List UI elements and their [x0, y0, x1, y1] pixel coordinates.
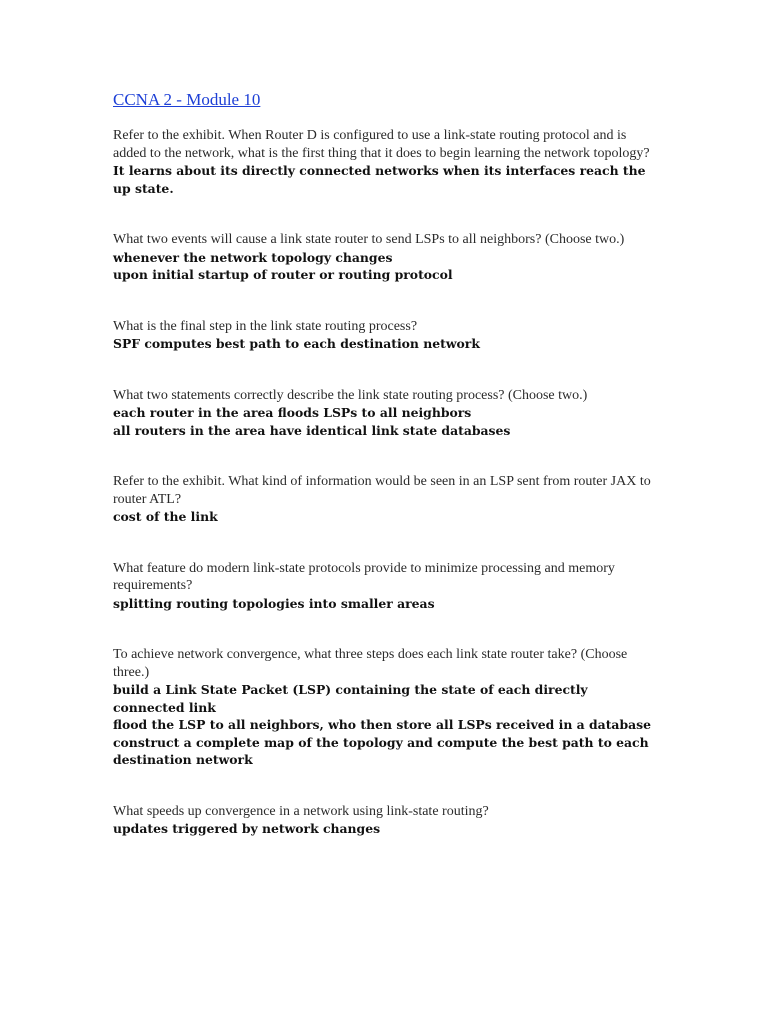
document-page — [113, 90, 653, 838]
spacer — [113, 284, 653, 318]
qa-item-4 — [113, 387, 653, 440]
qa-item-2 — [113, 231, 653, 284]
question-3: What is the final step in the link state routing process? — [113, 318, 418, 334]
answer-6-1: splitting routing topologies into smaller areas — [113, 595, 435, 611]
qa-item-6 — [113, 560, 653, 613]
document-title-link[interactable]: CCNA 2 - Module 10 — [113, 90, 261, 109]
spacer — [113, 612, 653, 646]
spacer — [113, 526, 653, 560]
question-5: Refer to the exhibit. What kind of information would be seen in an LSP sent from router JAX to router ATL? — [113, 474, 651, 507]
question-8: What speeds up convergence in a network using link-state routing? — [113, 803, 489, 819]
spacer — [113, 439, 653, 473]
answer-5-1: cost of the link — [113, 509, 218, 524]
qa-item-5 — [113, 473, 653, 526]
spacer — [113, 197, 653, 231]
answer-8-1: updates triggered by network changes — [113, 821, 381, 836]
question-1: Refer to the exhibit. When Router D is configured to use a link-state routing protocol and is added to the network, what is the first thing that it does to begin learning the network topology? — [113, 128, 650, 161]
answer-2-1: whenever the network topology changes — [113, 249, 393, 265]
question-4: What two statements correctly describe the link state routing process? (Choose two.) — [113, 387, 588, 403]
answer-1-1: It learns about its directly connected networks when its interfaces reach the up state. — [113, 163, 646, 196]
answer-7-2: flood the LSP to all neighbors, who then store all LSPs received in a database — [113, 717, 652, 732]
spacer — [113, 353, 653, 387]
answer-3-1: SPF computes best path to each destination network — [113, 336, 480, 351]
question-7: To achieve network convergence, what three steps does each link state router take? (Choose three.) — [113, 647, 628, 680]
qa-item-7 — [113, 646, 653, 769]
qa-item-8 — [113, 803, 653, 838]
answer-4-1: each router in the area floods LSPs to all neighbors — [113, 405, 472, 420]
answer-7-3: construct a complete map of the topology and compute the best path to each destination network — [113, 734, 649, 767]
question-2: What two events will cause a link state router to send LSPs to all neighbors? (Choose two.) — [113, 232, 625, 247]
spacer — [113, 769, 653, 803]
qa-item-1 — [113, 127, 653, 197]
answer-2-2: upon initial startup of router or routing protocol — [113, 267, 453, 282]
answer-4-2: all routers in the area have identical link state databases — [113, 422, 511, 438]
question-6: What feature do modern link-state protocols provide to minimize processing and memory requirements? — [113, 560, 615, 593]
qa-item-3 — [113, 318, 653, 353]
answer-7-1: build a Link State Packet (LSP) containing the state of each directly connected link — [113, 682, 588, 715]
